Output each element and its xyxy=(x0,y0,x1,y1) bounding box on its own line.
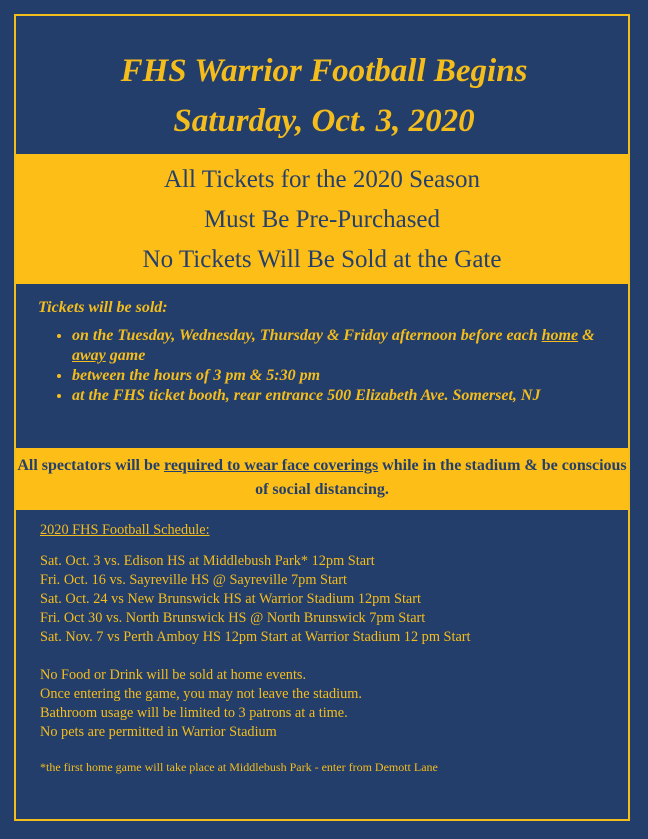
notice-line-3: No Tickets Will Be Sold at the Gate xyxy=(142,246,502,273)
flyer xyxy=(14,14,630,821)
ticket-sales-list xyxy=(38,326,618,406)
schedule-games xyxy=(40,552,620,647)
face-covering-band xyxy=(16,448,628,510)
stadium-rule: No pets are permitted in Warrior Stadium xyxy=(40,724,277,740)
safety-text-before: All spectators will be xyxy=(17,457,164,474)
safety-text-underlined: required to wear face coverings xyxy=(164,457,379,474)
ticket-sales-item-hours: • between the hours of 3 pm & 5:30 pm xyxy=(72,366,618,386)
flyer-title xyxy=(16,46,630,146)
ticket-sales-info xyxy=(38,298,618,406)
stadium-rule: No Food or Drink will be sold at home events. xyxy=(40,667,307,683)
schedule-game: Sat. Nov. 7 vs Perth Amboy HS 12pm Start at Warrior Stadium 12 pm Start xyxy=(40,629,471,645)
safety-text-after: while in the stadium & be conscious of social distancing. xyxy=(255,457,627,498)
home-text: home xyxy=(541,327,579,344)
stadium-rules xyxy=(40,666,620,742)
away-text: away xyxy=(72,347,106,364)
ticket-sales-item-location: • at the FHS ticket booth, rear entrance 500 Elizabeth Ave. Somerset, NJ xyxy=(72,386,618,406)
days-text: on the Tuesday, Wednesday, Thursday & Friday afternoon before each xyxy=(72,327,542,344)
schedule-footnote: *the first home game will take place at Middlebush Park - enter from Demott Lane xyxy=(40,760,438,774)
ticket-sales-item-days xyxy=(72,326,618,366)
football-schedule xyxy=(40,521,620,777)
schedule-game: Sat. Oct. 24 vs New Brunswick HS at Warrior Stadium 12pm Start xyxy=(40,591,421,607)
schedule-heading: 2020 FHS Football Schedule: xyxy=(40,522,210,538)
stadium-rule: Bathroom usage will be limited to 3 patrons at a time. xyxy=(40,705,348,721)
tickets-intro: Tickets will be sold: xyxy=(38,299,168,316)
notice-line-1: All Tickets for the 2020 Season xyxy=(164,166,480,193)
schedule-game: Sat. Oct. 3 vs. Edison HS at Middlebush Park* 12pm Start xyxy=(40,553,375,569)
ticket-notice-band xyxy=(16,154,628,284)
face-covering-notice xyxy=(16,448,628,502)
schedule-game: Fri. Oct 30 vs. North Brunswick HS @ North Brunswick 7pm Start xyxy=(40,610,426,626)
and-text: & xyxy=(578,327,595,344)
notice-line-2: Must Be Pre-Purchased xyxy=(203,206,441,233)
title-line-1: FHS Warrior Football Begins xyxy=(120,53,528,89)
schedule-game: Fri. Oct. 16 vs. Sayreville HS @ Sayreville 7pm Start xyxy=(40,572,348,588)
game-text: game xyxy=(105,347,146,364)
title-line-2: Saturday, Oct. 3, 2020 xyxy=(173,103,475,139)
stadium-rule: Once entering the game, you may not leave the stadium. xyxy=(40,686,362,702)
